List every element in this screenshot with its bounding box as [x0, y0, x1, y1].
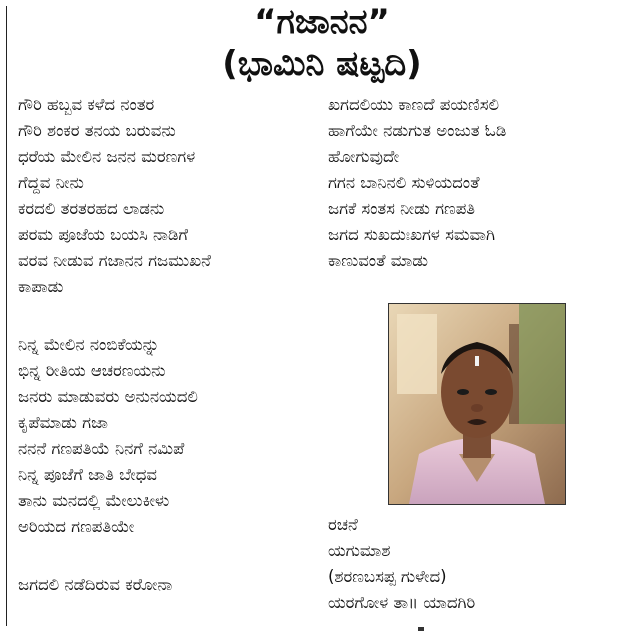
author-photo [388, 303, 566, 505]
left-line: ಗೌರಿ ಹಬ್ಬವ ಕಳೆದ ನಂತರ [18, 95, 155, 114]
left-line: ನಿನ್ನ ಪೂಜೆಗೆ ಜಾತಿ ಬೇಧವ [18, 465, 158, 484]
left-line: ಧರೆಯ ಮೇಲಿನ ಜನನ ಮರಣಗಳ [18, 147, 196, 166]
left-line: ಕಾಪಾಡು [18, 277, 64, 296]
right-line: ಜಗದ ಸುಖದುಃಖಗಳ ಸಮವಾಗಿ [328, 225, 495, 244]
right-line: ಖಗದಲಿಯು ಕಾಣದೆ ಪಯಣಿಸಲಿ [328, 95, 499, 114]
author-photo-illustration [389, 304, 565, 504]
left-border-line [6, 6, 7, 626]
left-line: ಗೌರಿ ಶಂಕರ ತನಯ ಬರುವನು [18, 121, 176, 140]
poem-title: “ಗಜಾನನ” [254, 2, 390, 42]
bottom-edge-mark [418, 627, 424, 631]
left-line: ಅರಿಯದ ಗಣಪತಿಯೇ [18, 517, 135, 536]
left-line: ಭಿನ್ನ ರೀತಿಯ ಆಚರಣಯನು [18, 361, 166, 380]
right-line: ಜಗಕೆ ಸಂತಸ ನೀಡು ಗಣಪತಿ [328, 199, 476, 218]
credit-line: ಯಗುಮಾಶ [328, 541, 391, 560]
left-line: ಜನರು ಮಾಡುವರು ಅನುನಯದಲಿ [18, 387, 198, 406]
left-line: ನಿನ್ನ ಮೇಲಿನ ನಂಬಿಕೆಯನ್ನು [18, 335, 160, 354]
credit-line: ರಚನೆ [328, 515, 358, 534]
left-line: ನನನೆ ಗಣಪತಿಯೆ ನಿನಗೆ ನಮಿಪೆ [18, 439, 185, 458]
left-line: ವರವ ನೀಡುವ ಗಜಾನನ ಗಜಮುಖನೆ [18, 251, 211, 270]
left-line: ಕೃಪೆಮಾಡು ಗಜಾ [18, 413, 109, 432]
credit-line: (ಶರಣಬಸಪ್ಪ ಗುಳೇದ) [328, 567, 447, 586]
left-line: ಗೆದ್ದವ ನೀನು [18, 173, 84, 192]
left-line: ಪರಮ ಪೂಜೆಯ ಬಯಸಿ ನಾಡಿಗೆ [18, 225, 188, 244]
right-line: ಹಾಗೆಯೇ ನಡುಗುತ ಅಂಜುತ ಓಡಿ [328, 121, 507, 140]
right-line: ಹೋಗುವುದೇ [328, 147, 400, 166]
left-line: ತಾನು ಮನದಲ್ಲಿ ಮೇಲುಕೀಳು [18, 491, 170, 510]
poem-subtitle: (ಭಾಮಿನಿ ಷಟ್ಪದಿ) [222, 44, 422, 84]
right-line: ಗಗನ ಬಾನಿನಲಿ ಸುಳಿಯದಂತೆ [328, 173, 480, 192]
credit-line: ಯರಗೋಳ ತಾ॥ ಯಾದಗಿರಿ [328, 593, 476, 612]
right-line: ಕಾಣುವಂತೆ ಮಾಡು [328, 251, 429, 270]
left-line: ಜಗದಲಿ ನಡೆದಿರುವ ಕರೋನಾ [18, 575, 173, 594]
left-line: ಕರದಲಿ ತರತರಹದ ಲಾಡನು [18, 199, 165, 218]
